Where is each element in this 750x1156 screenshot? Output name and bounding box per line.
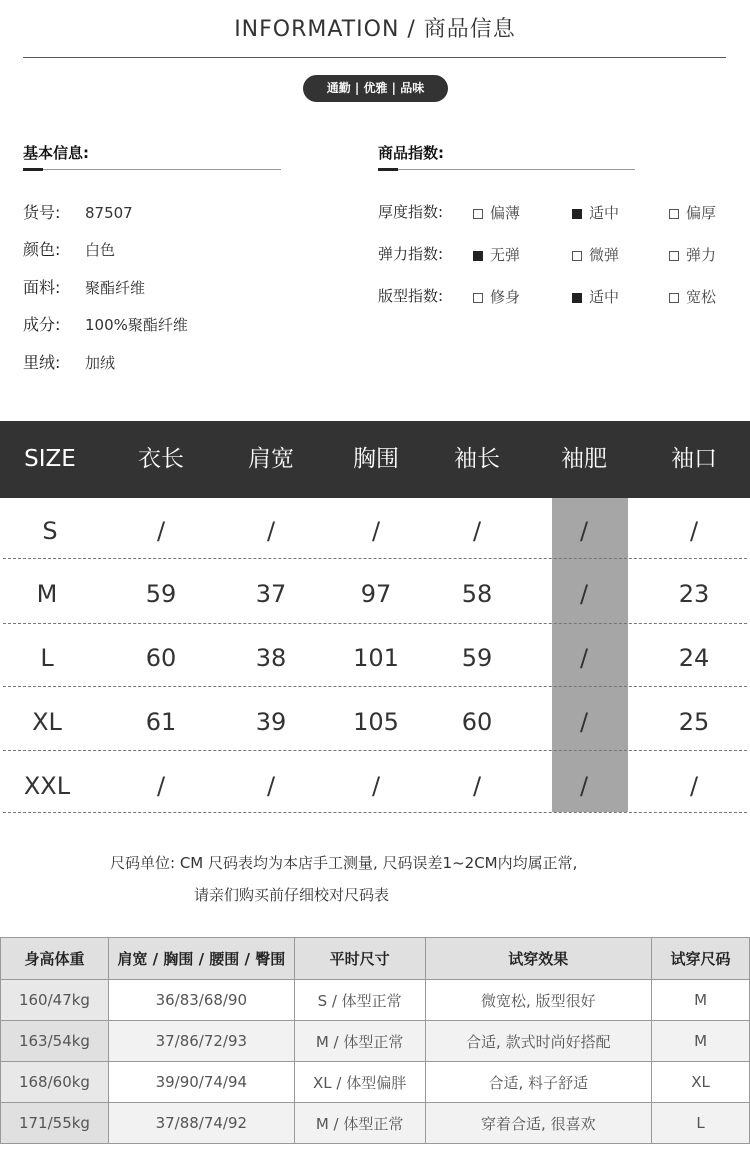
size-cell: / — [266, 517, 276, 545]
basic-row-color — [23, 237, 115, 260]
size-column-header: 衣长 — [138, 446, 184, 472]
size-cell: / — [156, 517, 166, 545]
size-note-line-2: 请亲们购买前仔细校对尺码表 — [194, 886, 390, 904]
try-on-row — [1, 1103, 750, 1144]
index-option-label: 微弹 — [589, 246, 620, 264]
size-column-header: 袖口 — [671, 446, 717, 472]
size-cell: 38 — [255, 644, 287, 672]
size-label: L — [40, 644, 54, 672]
size-column-header: 胸围 — [353, 446, 399, 472]
index-option — [669, 202, 716, 223]
size-label: XXL — [23, 772, 71, 800]
try-on-cell: 合适, 料子舒适 — [425, 1062, 652, 1103]
try-on-cell: 160/47kg — [1, 980, 109, 1021]
product-index-divider — [378, 169, 635, 170]
basic-value: 白色 — [85, 241, 116, 259]
row-divider — [3, 812, 747, 813]
try-on-row — [1, 1021, 750, 1062]
try-on-cell: 穿着合适, 很喜欢 — [425, 1103, 652, 1144]
size-row — [0, 499, 750, 563]
index-option — [669, 244, 716, 265]
unchecked-box-icon — [669, 209, 679, 219]
index-option-label: 偏薄 — [490, 204, 521, 222]
checked-box-icon — [572, 293, 582, 303]
index-option-label: 宽松 — [686, 288, 717, 306]
size-cell: / — [472, 517, 482, 545]
index-label: 版型指数: — [378, 287, 444, 305]
try-on-cell: 171/55kg — [1, 1103, 109, 1144]
try-on-column-header: 肩宽 / 胸围 / 腰围 / 臀围 — [108, 938, 294, 980]
row-divider — [3, 686, 747, 687]
size-cell: 39 — [255, 708, 287, 736]
try-on-cell: XL / 体型偏胖 — [294, 1062, 425, 1103]
index-option-label: 偏厚 — [686, 204, 717, 222]
page-title: INFORMATION / 商品信息 — [234, 17, 516, 42]
index-option — [572, 202, 619, 223]
basic-info-divider-accent — [23, 168, 43, 171]
try-on-cell: 36/83/68/90 — [108, 980, 294, 1021]
try-on-column-header: 试穿效果 — [425, 938, 652, 980]
size-cell: 105 — [353, 708, 399, 736]
size-cell: 61 — [145, 708, 177, 736]
index-label: 弹力指数: — [378, 245, 444, 263]
basic-row-composition — [23, 312, 188, 335]
size-label: XL — [32, 708, 62, 736]
try-on-cell: 37/86/72/93 — [108, 1021, 294, 1062]
basic-row-lining — [23, 350, 115, 373]
row-divider — [3, 750, 747, 751]
size-cell: / — [579, 708, 589, 736]
basic-value: 87507 — [85, 204, 133, 222]
size-row — [0, 626, 750, 690]
index-option-label: 适中 — [589, 204, 620, 222]
size-cell: 101 — [353, 644, 399, 672]
size-cell: 37 — [255, 580, 287, 608]
try-on-row — [1, 980, 750, 1021]
try-on-row — [1, 1062, 750, 1103]
basic-row-fabric — [23, 275, 145, 298]
index-option — [473, 202, 520, 223]
size-label: S — [42, 517, 58, 545]
try-on-cell: 合适, 款式时尚好搭配 — [425, 1021, 652, 1062]
product-index-divider-accent — [378, 168, 398, 171]
size-cell: 97 — [360, 580, 392, 608]
size-column-header: 袖长 — [454, 446, 500, 472]
index-option — [572, 244, 619, 265]
unchecked-box-icon — [473, 293, 483, 303]
size-cell: 59 — [461, 644, 493, 672]
size-cell: / — [266, 772, 276, 800]
size-cell: 25 — [678, 708, 710, 736]
style-tag-badge: 通勤 | 优雅 | 品味 — [303, 75, 448, 102]
basic-info-heading: 基本信息: — [23, 144, 89, 162]
size-column-header: 肩宽 — [248, 446, 294, 472]
try-on-cell: XL — [652, 1062, 750, 1103]
size-column-header: SIZE — [24, 446, 76, 472]
try-on-cell: 168/60kg — [1, 1062, 109, 1103]
product-index-heading: 商品指数: — [378, 144, 444, 162]
index-option-label: 适中 — [589, 288, 620, 306]
try-on-cell: 37/88/74/92 — [108, 1103, 294, 1144]
size-column-header: 袖肥 — [561, 446, 607, 472]
try-on-column-header: 平时尺寸 — [294, 938, 425, 980]
size-cell: / — [579, 580, 589, 608]
size-cell: / — [579, 517, 589, 545]
size-row — [0, 690, 750, 754]
try-on-table — [0, 937, 750, 1144]
unchecked-box-icon — [669, 251, 679, 261]
size-cell: / — [371, 517, 381, 545]
try-on-cell: M / 体型正常 — [294, 1021, 425, 1062]
unchecked-box-icon — [473, 209, 483, 219]
size-cell: 59 — [145, 580, 177, 608]
basic-key: 里绒: — [23, 353, 61, 372]
unchecked-box-icon — [669, 293, 679, 303]
unchecked-box-icon — [572, 251, 582, 261]
try-on-cell: 39/90/74/94 — [108, 1062, 294, 1103]
size-cell: / — [156, 772, 166, 800]
size-cell: 24 — [678, 644, 710, 672]
checked-box-icon — [473, 251, 483, 261]
size-cell: / — [579, 644, 589, 672]
size-cell: / — [472, 772, 482, 800]
index-option-label: 无弹 — [490, 246, 521, 264]
size-row — [0, 562, 750, 626]
size-cell: / — [371, 772, 381, 800]
try-on-cell: M / 体型正常 — [294, 1103, 425, 1144]
index-label: 厚度指数: — [378, 203, 444, 221]
size-label: M — [36, 580, 58, 608]
index-option — [473, 244, 520, 265]
size-cell: / — [689, 772, 699, 800]
try-on-cell: L — [652, 1103, 750, 1144]
basic-value: 100%聚酯纤维 — [85, 316, 188, 334]
size-cell: 58 — [461, 580, 493, 608]
basic-value: 聚酯纤维 — [85, 279, 146, 297]
index-option — [572, 286, 619, 307]
checked-box-icon — [572, 209, 582, 219]
basic-value: 加绒 — [85, 354, 116, 372]
index-option — [669, 286, 716, 307]
basic-row-item-no — [23, 200, 133, 223]
try-on-cell: M — [652, 1021, 750, 1062]
try-on-cell: 163/54kg — [1, 1021, 109, 1062]
index-option-label: 弹力 — [686, 246, 717, 264]
basic-key: 面料: — [23, 278, 61, 297]
index-option — [473, 286, 520, 307]
size-table-header — [0, 421, 750, 498]
title-divider — [23, 57, 726, 58]
size-note-line-1: 尺码单位: CM 尺码表均为本店手工测量, 尺码误差1~2CM内均属正常, — [110, 854, 578, 872]
size-cell: / — [579, 772, 589, 800]
size-cell: / — [689, 517, 699, 545]
basic-info-divider — [23, 169, 281, 170]
size-cell: 23 — [678, 580, 710, 608]
try-on-cell: S / 体型正常 — [294, 980, 425, 1021]
index-option-label: 修身 — [490, 288, 521, 306]
size-cell: 60 — [461, 708, 493, 736]
size-cell: 60 — [145, 644, 177, 672]
try-on-header-row — [1, 938, 750, 980]
size-row — [0, 754, 750, 818]
try-on-cell: 微宽松, 版型很好 — [425, 980, 652, 1021]
try-on-column-header: 试穿尺码 — [652, 938, 750, 980]
row-divider — [3, 623, 747, 624]
row-divider — [3, 558, 747, 559]
basic-key: 成分: — [23, 315, 61, 334]
basic-key: 货号: — [23, 203, 61, 222]
basic-key: 颜色: — [23, 240, 61, 259]
try-on-column-header: 身高体重 — [1, 938, 109, 980]
try-on-cell: M — [652, 980, 750, 1021]
